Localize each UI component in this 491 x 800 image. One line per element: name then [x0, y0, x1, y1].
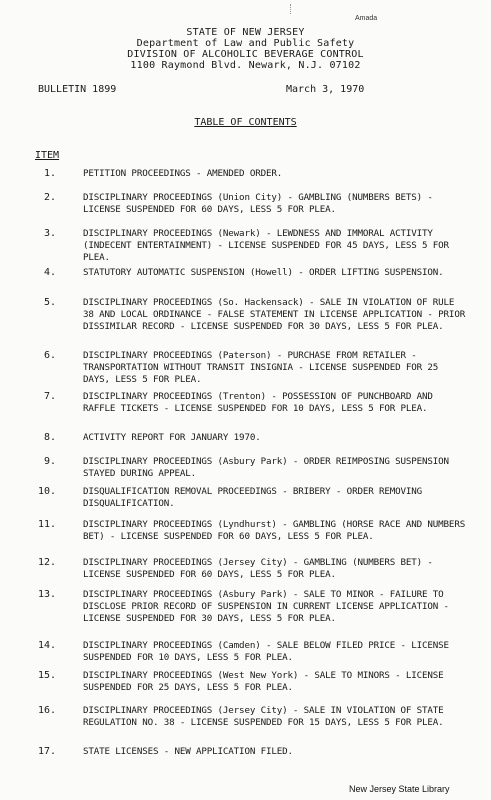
bulletin-number: BULLETIN 1899	[38, 84, 117, 95]
item-number: 1.	[43, 168, 56, 179]
toc-title: TABLE OF CONTENTS	[194, 117, 297, 128]
item-number: 17.	[37, 746, 56, 757]
item-number: 11.	[37, 519, 56, 530]
item-description: DISCIPLINARY PROCEEDINGS (Camden) - SALE BELOW FILED PRICE - LICENSE SUSPENDED FOR 10 DAYS, LESS 5 FOR PLEA.	[83, 640, 449, 663]
item-number: 3.	[43, 228, 56, 239]
header-department: Department of Law and Public Safety	[136, 38, 355, 49]
item-description: DISCIPLINARY PROCEEDINGS (Lyndhurst) - GAMBLING (HORSE RACE AND NUMBERS BET) - LICENSE SUSPENDED FOR 60 DAYS, LESS 5 FOR PLEA.	[83, 519, 466, 542]
item-number: 7.	[43, 391, 56, 402]
item-number: 16.	[37, 705, 56, 716]
item-number: 14.	[37, 640, 56, 651]
item-number: 13.	[37, 589, 56, 600]
item-number: 4.	[43, 267, 56, 278]
item-description: DISCIPLINARY PROCEEDINGS (Asbury Park) - ORDER REIMPOSING SUSPENSION STAYED DURING APPEAL.	[83, 456, 449, 479]
item-description: DISCIPLINARY PROCEEDINGS (Trenton) - POSSESSION OF PUNCHBOARD AND RAFFLE TICKETS - LICENSE SUSPENDED FOR 10 DAYS, LESS 5 FOR PLEA.	[83, 391, 433, 414]
item-number: 9.	[43, 456, 56, 467]
header-division: DIVISION OF ALCOHOLIC BEVERAGE CONTROL	[127, 49, 364, 60]
item-description: DISCIPLINARY PROCEEDINGS (Paterson) - PURCHASE FROM RETAILER - TRANSPORTATION WITHOUT TRANSIT INSIGNIA - LICENSE SUSPENDED FOR 25 DAYS, LESS 5 FOR PLEA.	[83, 350, 439, 385]
header-address: 1100 Raymond Blvd. Newark, N.J. 07102	[130, 60, 361, 71]
item-description: DISCIPLINARY PROCEEDINGS (Newark) - LEWDNESS AND IMMORAL ACTIVITY (INDECENT ENTERTAINMENT) - LICENSE SUSPENDED FOR 45 DAYS, LESS 5 FOR PLEA.	[83, 228, 449, 263]
item-number: 2.	[43, 192, 56, 203]
item-number: 8.	[43, 432, 56, 443]
item-number: 12.	[37, 557, 56, 568]
item-description: DISCIPLINARY PROCEEDINGS (So. Hackensack) - SALE IN VIOLATION OF RULE 38 AND LOCAL ORDINANCE - FALSE STATEMENT IN LICENSE APPLICATION - PRIOR DISSIMILAR RECORD - LICENSE SUSPENDED FOR 30 DAYS, LESS 5 FOR PLEA.	[83, 297, 466, 332]
item-column-label: ITEM	[35, 150, 60, 161]
header-state: STATE OF NEW JERSEY	[186, 27, 305, 38]
handwritten-annotation: Amada	[355, 15, 378, 22]
scan-mark	[290, 4, 292, 14]
item-description: ACTIVITY REPORT FOR JANUARY 1970.	[83, 432, 261, 443]
item-description: DISCIPLINARY PROCEEDINGS (West New York) - SALE TO MINORS - LICENSE SUSPENDED FOR 25 DAYS, LESS 5 FOR PLEA.	[83, 670, 444, 693]
library-watermark: New Jersey State Library	[349, 784, 450, 794]
item-description: DISCIPLINARY PROCEEDINGS (Jersey City) - GAMBLING (NUMBERS BET) - LICENSE SUSPENDED FOR 60 DAYS, LESS 5 FOR PLEA.	[83, 557, 433, 580]
item-number: 5.	[43, 297, 56, 308]
item-description: STATE LICENSES - NEW APPLICATION FILED.	[83, 746, 293, 757]
item-description: DISCIPLINARY PROCEEDINGS (Jersey City) - SALE IN VIOLATION OF STATE REGULATION NO. 38 - LICENSE SUSPENDED FOR 15 DAYS, LESS 5 FOR PLEA.	[83, 705, 444, 728]
item-number: 6.	[43, 350, 56, 361]
item-description: PETITION PROCEEDINGS - AMENDED ORDER.	[83, 168, 283, 179]
item-number: 10.	[37, 486, 56, 497]
item-number: 15.	[37, 670, 56, 681]
bulletin-date: March 3, 1970	[286, 84, 365, 95]
item-description: DISQUALIFICATION REMOVAL PROCEEDINGS - BRIBERY - ORDER REMOVING DISQUALIFICATION.	[83, 486, 423, 509]
item-description: DISCIPLINARY PROCEEDINGS (Asbury Park) - SALE TO MINOR - FAILURE TO DISCLOSE PRIOR RECORD OF SUSPENSION IN CURRENT LICENSE APPLICATION - LICENSE SUSPENDED FOR 30 DAYS, LESS 5 FOR PLEA.	[83, 589, 449, 624]
item-description: DISCIPLINARY PROCEEDINGS (Union City) - GAMBLING (NUMBERS BETS) - LICENSE SUSPENDED FOR 60 DAYS, LESS 5 FOR PLEA.	[83, 192, 433, 215]
item-description: STATUTORY AUTOMATIC SUSPENSION (Howell) - ORDER LIFTING SUSPENSION.	[83, 267, 444, 278]
